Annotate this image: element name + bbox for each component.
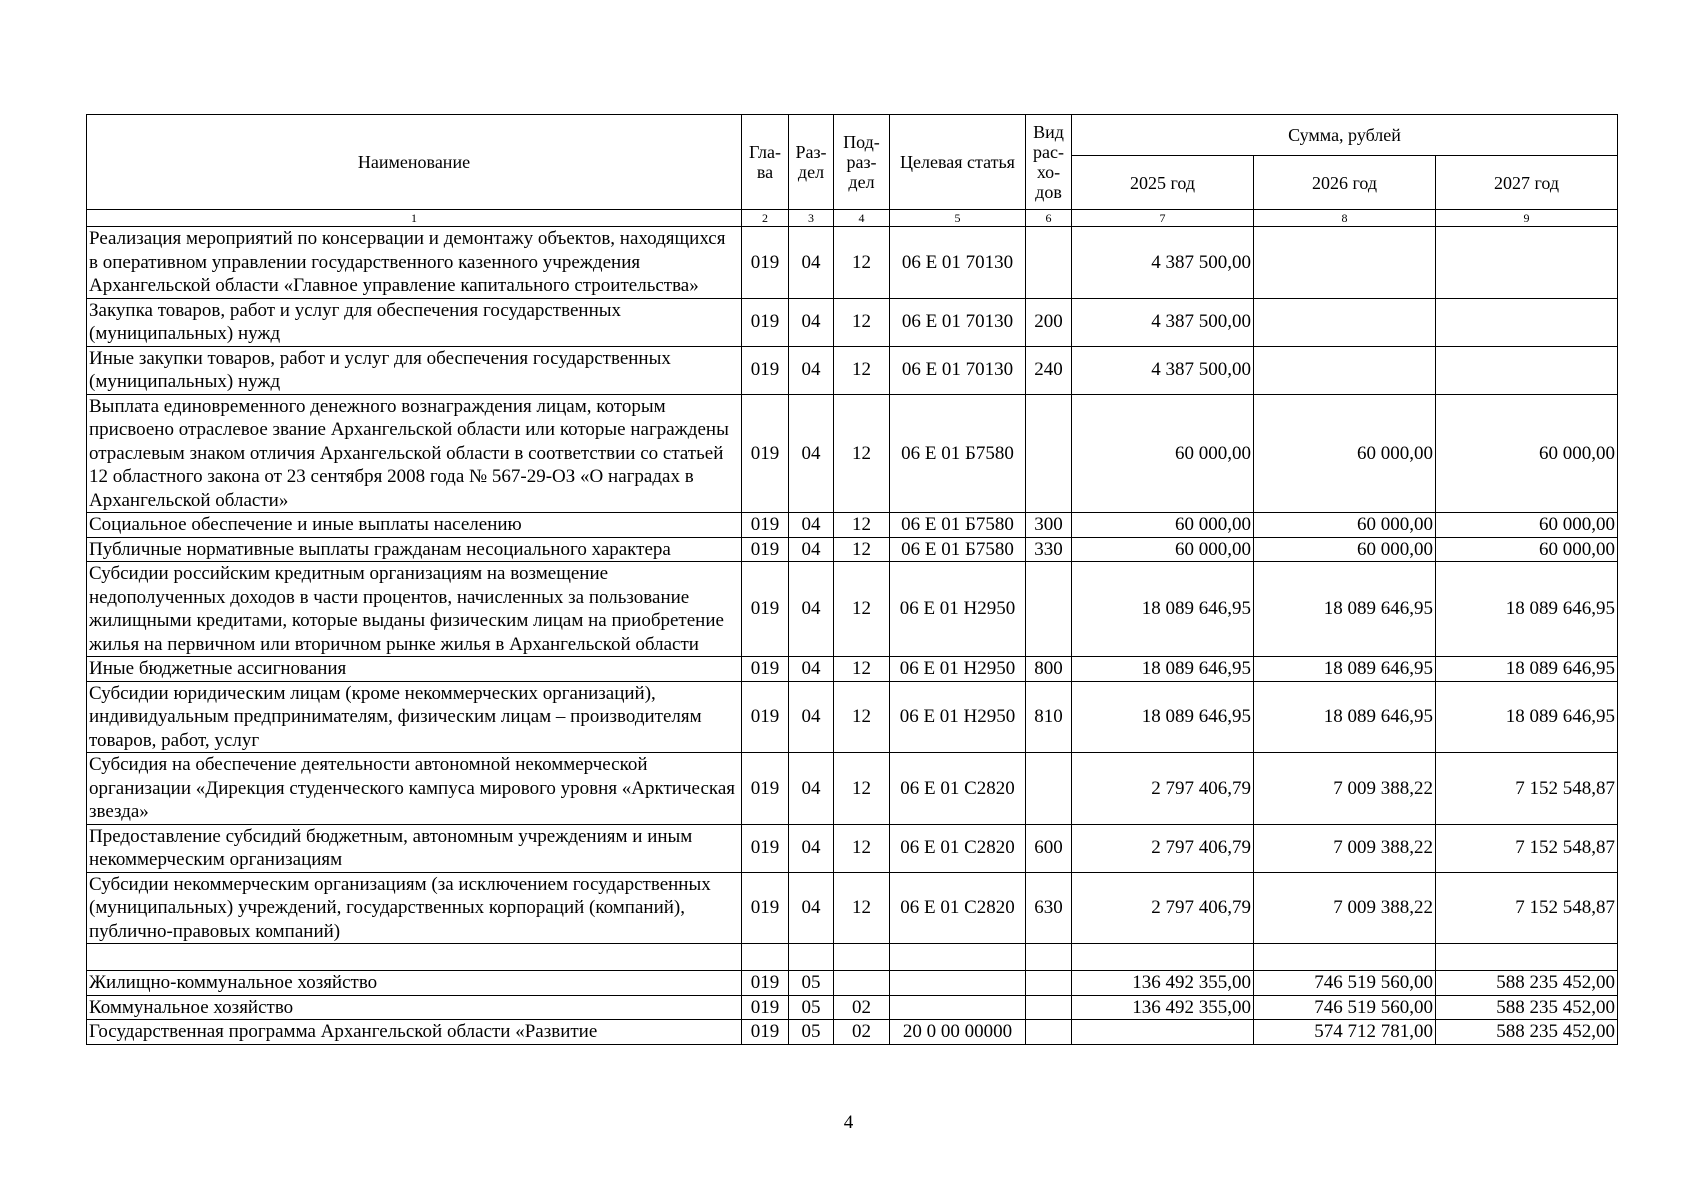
row-podrazdel: 12 — [834, 513, 890, 538]
table-row — [87, 681, 1618, 753]
row-podrazdel: 12 — [834, 537, 890, 562]
row-glava: 019 — [742, 537, 789, 562]
row-target-article: 06 Е 01 С2820 — [890, 824, 1026, 872]
row-target-article: 06 Е 01 С2820 — [890, 753, 1026, 825]
row-podrazdel: 12 — [834, 681, 890, 753]
row-amount-2025: 4 387 500,00 — [1072, 298, 1254, 346]
column-number: 1 — [87, 210, 742, 227]
row-expense-type — [1026, 753, 1072, 825]
row-amount-2027: 7 152 548,87 — [1436, 753, 1618, 825]
row-amount-2025: 18 089 646,95 — [1072, 681, 1254, 753]
row-amount-2027: 18 089 646,95 — [1436, 562, 1618, 657]
row-target-article — [890, 995, 1026, 1020]
row-amount-2026: 7 009 388,22 — [1254, 753, 1436, 825]
row-expense-type — [1026, 995, 1072, 1020]
row-name: Субсидии юридическим лицам (кроме некоммерческих организаций), индивидуальным предпринимателям, физическим лицам – производителям товаров, работ, услуг — [87, 681, 742, 753]
row-amount-2025: 2 797 406,79 — [1072, 872, 1254, 944]
header-razdel: Раз-дел — [789, 115, 834, 210]
row-glava: 019 — [742, 298, 789, 346]
row-razdel: 04 — [789, 394, 834, 513]
budget-table — [86, 114, 1618, 1045]
row-name: Реализация мероприятий по консервации и демонтажу объектов, находящихся в оперативном управлении государственного казенного учреждения Архангельской области «Главное управление капитального строительства» — [87, 227, 742, 299]
row-expense-type: 600 — [1026, 824, 1072, 872]
table-row — [87, 753, 1618, 825]
row-podrazdel — [834, 971, 890, 996]
column-number: 3 — [789, 210, 834, 227]
row-glava: 019 — [742, 995, 789, 1020]
row-podrazdel: 12 — [834, 298, 890, 346]
row-glava: 019 — [742, 1020, 789, 1045]
row-podrazdel: 12 — [834, 657, 890, 682]
row-glava — [742, 944, 789, 971]
row-podrazdel: 12 — [834, 824, 890, 872]
row-amount-2025 — [1072, 1020, 1254, 1045]
row-name: Выплата единовременного денежного вознаграждения лицам, которым присвоено отраслевое звание Архангельской области или которые награждены отраслевым знаком отличия Архангельской области в соответствии со статьей 12 областного закона от 23 сентября 2008 года № 567-29-ОЗ «О наградах в Архангельской области» — [87, 394, 742, 513]
row-podrazdel — [834, 944, 890, 971]
row-name: Субсидия на обеспечение деятельности автономной некоммерческой организации «Дирекция студенческого кампуса мирового уровня «Арктическая звезда» — [87, 753, 742, 825]
row-target-article: 06 Е 01 70130 — [890, 227, 1026, 299]
header-year-2027: 2027 год — [1436, 156, 1618, 210]
row-amount-2025: 4 387 500,00 — [1072, 346, 1254, 394]
row-razdel: 04 — [789, 824, 834, 872]
row-name: Жилищно-коммунальное хозяйство — [87, 971, 742, 996]
header-podrazdel: Под-раз-дел — [834, 115, 890, 210]
row-glava: 019 — [742, 562, 789, 657]
row-amount-2027: 60 000,00 — [1436, 513, 1618, 538]
row-amount-2027: 60 000,00 — [1436, 394, 1618, 513]
row-amount-2026 — [1254, 944, 1436, 971]
row-amount-2025: 4 387 500,00 — [1072, 227, 1254, 299]
header-expense-type: Вид рас-хо-дов — [1026, 115, 1072, 210]
row-amount-2026: 18 089 646,95 — [1254, 657, 1436, 682]
row-expense-type — [1026, 1020, 1072, 1045]
row-name — [87, 944, 742, 971]
row-expense-type: 240 — [1026, 346, 1072, 394]
row-amount-2026: 60 000,00 — [1254, 537, 1436, 562]
row-amount-2025: 18 089 646,95 — [1072, 562, 1254, 657]
row-target-article: 06 Е 01 Н2950 — [890, 681, 1026, 753]
table-row — [87, 824, 1618, 872]
row-glava: 019 — [742, 657, 789, 682]
row-expense-type — [1026, 394, 1072, 513]
row-name: Субсидии некоммерческим организациям (за исключением государственных (муниципальных) учреждений, государственных корпораций (компаний), публично-правовых компаний) — [87, 872, 742, 944]
row-razdel: 04 — [789, 681, 834, 753]
column-number: 4 — [834, 210, 890, 227]
row-glava: 019 — [742, 394, 789, 513]
table-row — [87, 562, 1618, 657]
row-amount-2027: 7 152 548,87 — [1436, 824, 1618, 872]
table-row — [87, 298, 1618, 346]
row-amount-2026: 18 089 646,95 — [1254, 681, 1436, 753]
row-expense-type: 300 — [1026, 513, 1072, 538]
row-target-article: 06 Е 01 Б7580 — [890, 394, 1026, 513]
table-row — [87, 995, 1618, 1020]
row-amount-2027 — [1436, 346, 1618, 394]
column-number: 9 — [1436, 210, 1618, 227]
table-row — [87, 971, 1618, 996]
row-amount-2027 — [1436, 227, 1618, 299]
row-razdel: 04 — [789, 513, 834, 538]
row-podrazdel: 12 — [834, 753, 890, 825]
column-number: 7 — [1072, 210, 1254, 227]
row-amount-2027 — [1436, 298, 1618, 346]
table-row — [87, 513, 1618, 538]
row-name: Закупка товаров, работ и услуг для обеспечения государственных (муниципальных) нужд — [87, 298, 742, 346]
row-amount-2026 — [1254, 298, 1436, 346]
row-glava: 019 — [742, 227, 789, 299]
column-number: 2 — [742, 210, 789, 227]
row-amount-2026 — [1254, 227, 1436, 299]
table-row — [87, 227, 1618, 299]
row-glava: 019 — [742, 971, 789, 996]
row-target-article: 06 Е 01 Б7580 — [890, 537, 1026, 562]
row-target-article: 06 Е 01 Н2950 — [890, 562, 1026, 657]
row-name: Государственная программа Архангельской области «Развитие — [87, 1020, 742, 1045]
row-glava: 019 — [742, 872, 789, 944]
table-row — [87, 872, 1618, 944]
row-razdel: 04 — [789, 346, 834, 394]
row-target-article: 06 Е 01 70130 — [890, 298, 1026, 346]
header-sum: Сумма, рублей — [1072, 115, 1618, 156]
header-name: Наименование — [87, 115, 742, 210]
row-amount-2027 — [1436, 944, 1618, 971]
row-amount-2026: 7 009 388,22 — [1254, 824, 1436, 872]
row-razdel: 05 — [789, 995, 834, 1020]
row-name: Публичные нормативные выплаты гражданам несоциального характера — [87, 537, 742, 562]
row-podrazdel: 12 — [834, 872, 890, 944]
table-row — [87, 537, 1618, 562]
header-year-2026: 2026 год — [1254, 156, 1436, 210]
row-podrazdel: 12 — [834, 227, 890, 299]
column-number: 5 — [890, 210, 1026, 227]
row-podrazdel: 12 — [834, 346, 890, 394]
header-year-2025: 2025 год — [1072, 156, 1254, 210]
row-target-article: 20 0 00 00000 — [890, 1020, 1026, 1045]
row-amount-2027: 18 089 646,95 — [1436, 657, 1618, 682]
row-name: Иные бюджетные ассигнования — [87, 657, 742, 682]
row-name: Иные закупки товаров, работ и услуг для обеспечения государственных (муниципальных) нужд — [87, 346, 742, 394]
row-name: Субсидии российским кредитным организациям на возмещение недополученных доходов в части процентов, начисленных за пользование жилищными кредитами, которые выданы физическим лицам на приобретение жилья на первичном или вторичном рынке жилья в Архангельской области — [87, 562, 742, 657]
row-target-article: 06 Е 01 70130 — [890, 346, 1026, 394]
row-podrazdel: 12 — [834, 394, 890, 513]
column-number: 8 — [1254, 210, 1436, 227]
table-body — [87, 227, 1618, 1045]
row-razdel: 04 — [789, 753, 834, 825]
row-name: Предоставление субсидий бюджетным, автономным учреждениям и иным некоммерческим организациям — [87, 824, 742, 872]
row-amount-2025: 2 797 406,79 — [1072, 753, 1254, 825]
row-expense-type: 200 — [1026, 298, 1072, 346]
row-glava: 019 — [742, 513, 789, 538]
column-number: 6 — [1026, 210, 1072, 227]
row-glava: 019 — [742, 346, 789, 394]
row-razdel: 04 — [789, 227, 834, 299]
table-row — [87, 944, 1618, 971]
row-amount-2025: 60 000,00 — [1072, 394, 1254, 513]
header-target-article: Целевая статья — [890, 115, 1026, 210]
table-row — [87, 394, 1618, 513]
row-amount-2026: 18 089 646,95 — [1254, 562, 1436, 657]
row-amount-2025: 136 492 355,00 — [1072, 995, 1254, 1020]
row-amount-2026: 60 000,00 — [1254, 394, 1436, 513]
row-target-article: 06 Е 01 Н2950 — [890, 657, 1026, 682]
row-amount-2025: 136 492 355,00 — [1072, 971, 1254, 996]
row-glava: 019 — [742, 681, 789, 753]
row-amount-2026 — [1254, 346, 1436, 394]
table-row — [87, 1020, 1618, 1045]
row-expense-type — [1026, 562, 1072, 657]
row-razdel — [789, 944, 834, 971]
row-target-article — [890, 944, 1026, 971]
row-amount-2027: 588 235 452,00 — [1436, 1020, 1618, 1045]
row-razdel: 04 — [789, 657, 834, 682]
row-target-article: 06 Е 01 Б7580 — [890, 513, 1026, 538]
row-expense-type — [1026, 971, 1072, 996]
row-glava: 019 — [742, 753, 789, 825]
row-amount-2027: 60 000,00 — [1436, 537, 1618, 562]
row-razdel: 05 — [789, 971, 834, 996]
row-amount-2026: 574 712 781,00 — [1254, 1020, 1436, 1045]
row-target-article: 06 Е 01 С2820 — [890, 872, 1026, 944]
row-expense-type — [1026, 944, 1072, 971]
row-expense-type — [1026, 227, 1072, 299]
row-razdel: 04 — [789, 872, 834, 944]
row-podrazdel: 02 — [834, 1020, 890, 1045]
row-amount-2026: 746 519 560,00 — [1254, 995, 1436, 1020]
row-name: Социальное обеспечение и иные выплаты населению — [87, 513, 742, 538]
row-amount-2027: 588 235 452,00 — [1436, 995, 1618, 1020]
row-amount-2025 — [1072, 944, 1254, 971]
row-amount-2025: 18 089 646,95 — [1072, 657, 1254, 682]
page-number: 4 — [843, 1112, 854, 1133]
row-amount-2026: 60 000,00 — [1254, 513, 1436, 538]
row-razdel: 05 — [789, 1020, 834, 1045]
row-amount-2027: 7 152 548,87 — [1436, 872, 1618, 944]
table-row — [87, 657, 1618, 682]
row-glava: 019 — [742, 824, 789, 872]
row-expense-type: 800 — [1026, 657, 1072, 682]
row-amount-2025: 2 797 406,79 — [1072, 824, 1254, 872]
row-razdel: 04 — [789, 562, 834, 657]
row-amount-2026: 7 009 388,22 — [1254, 872, 1436, 944]
row-amount-2027: 588 235 452,00 — [1436, 971, 1618, 996]
header-glava: Гла-ва — [742, 115, 789, 210]
column-number-row — [87, 210, 1618, 227]
row-expense-type: 630 — [1026, 872, 1072, 944]
row-razdel: 04 — [789, 537, 834, 562]
row-amount-2026: 746 519 560,00 — [1254, 971, 1436, 996]
table-row — [87, 346, 1618, 394]
row-razdel: 04 — [789, 298, 834, 346]
row-name: Коммунальное хозяйство — [87, 995, 742, 1020]
row-podrazdel: 02 — [834, 995, 890, 1020]
row-amount-2027: 18 089 646,95 — [1436, 681, 1618, 753]
row-expense-type: 810 — [1026, 681, 1072, 753]
row-expense-type: 330 — [1026, 537, 1072, 562]
row-target-article — [890, 971, 1026, 996]
row-podrazdel: 12 — [834, 562, 890, 657]
row-amount-2025: 60 000,00 — [1072, 537, 1254, 562]
row-amount-2025: 60 000,00 — [1072, 513, 1254, 538]
